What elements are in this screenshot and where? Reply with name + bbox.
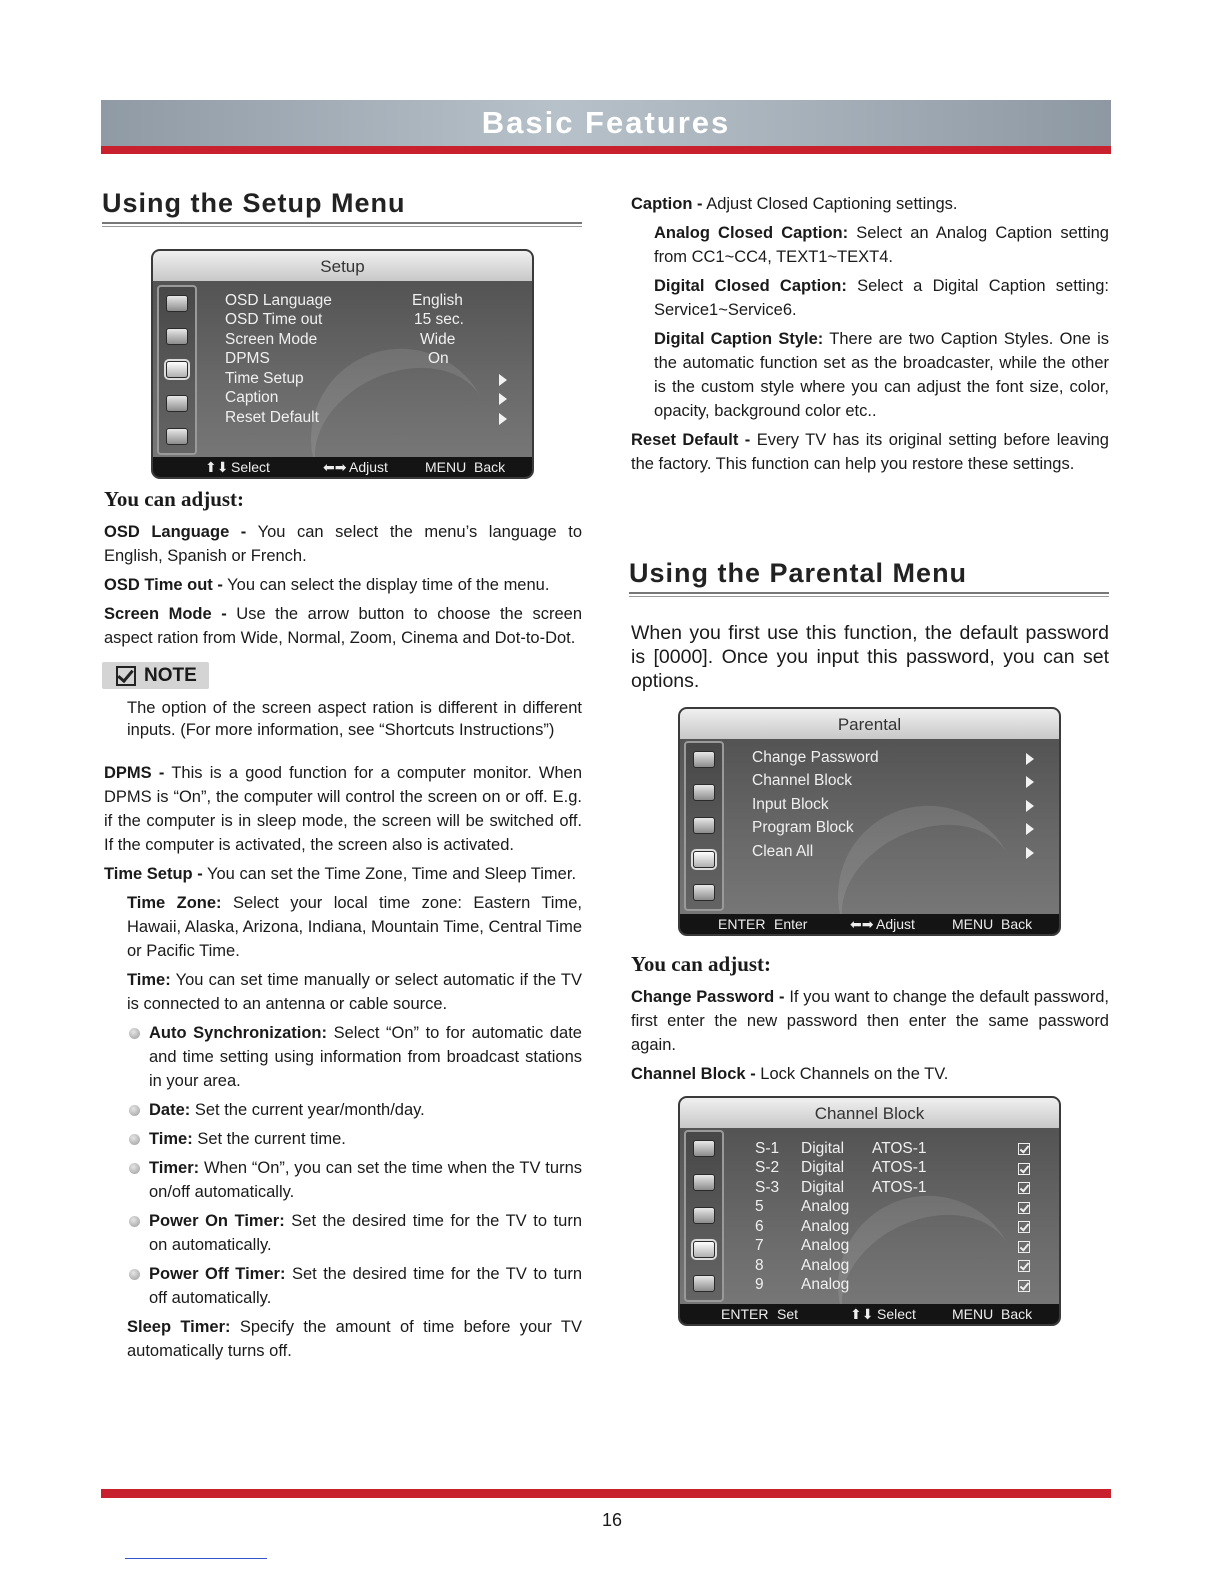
lock-icon [693, 851, 715, 868]
footer-back-label: Back [474, 459, 506, 475]
tv-picture-icon [693, 751, 715, 768]
menu-item-reset-default: Reset Default [225, 409, 319, 426]
menu-item-clean-all: Clean All [752, 843, 814, 860]
time-paragraph: Time: You can set time manually or select automatic if the TV is connected to an antenna or cable source. [127, 971, 582, 1013]
bullet-dot-icon [129, 1028, 140, 1039]
footer-adjust-label: Adjust [876, 916, 915, 932]
footer-accent-bar [101, 1489, 1111, 1498]
footer-select-label: Select [231, 459, 270, 475]
audio-icon [693, 1174, 715, 1191]
lock-icon [166, 395, 188, 412]
up-down-arrows-icon: ⬆⬇ [850, 1306, 874, 1322]
channel-icon [166, 428, 188, 445]
menu-item-osd-timeout: OSD Time out [225, 311, 323, 328]
reset-default-paragraph: Reset Default - Every TV has its original setting before leaving the factory. This function can help you restore these settings. [631, 431, 1109, 473]
footer-menu-key: MENU [952, 1306, 994, 1322]
channel-lock-checkbox [1018, 1220, 1030, 1238]
analog-caption-paragraph: Analog Closed Caption: Select an Analog Caption setting from CC1~CC4, TEXT1~TEXT4. [654, 224, 1109, 266]
lock-icon [693, 1241, 715, 1258]
up-down-arrows-icon: ⬆⬇ [205, 459, 229, 475]
header-accent-bar [101, 146, 1111, 154]
tv-picture-icon [166, 295, 188, 312]
bullet-dot-icon [129, 1216, 140, 1227]
channel-number: 6 [755, 1218, 764, 1235]
checkmark-note-icon [116, 666, 136, 686]
parental-menu-screen [678, 707, 1061, 936]
channel-number: 8 [755, 1257, 764, 1274]
channel-lock-checkbox [1018, 1279, 1030, 1297]
menu-category-sidebar [684, 1130, 724, 1302]
menu-item-caption: Caption [225, 389, 279, 406]
dpms-paragraph: DPMS - This is a good function for a computer monitor. When DPMS is “On”, the computer will control the screen on or off. E.g. if the computer is in sleep mode, the screen will be switched off. If the computer is activated, the screen also is activated. [104, 764, 583, 854]
menu-item-channel-block: Channel Block [752, 772, 852, 789]
channel-type: Digital [801, 1140, 845, 1157]
channel-type: Analog [801, 1276, 850, 1293]
parental-menu-title: Parental [680, 709, 1059, 739]
left-right-arrows-icon: ⬅➡ [323, 459, 347, 475]
footer-enter-key: ENTER [718, 916, 766, 932]
channel-name: ATOS-1 [872, 1140, 927, 1157]
setup-adjust-heading: You can adjust: [104, 487, 245, 511]
footer-back-label: Back [1001, 916, 1033, 932]
channel-lock-checkbox [1018, 1259, 1030, 1277]
footer-rule [125, 1558, 267, 1559]
left-right-arrows-icon: ⬅➡ [850, 916, 874, 932]
channel-number: S-2 [755, 1159, 780, 1176]
time-zone-paragraph: Time Zone: Select your local time zone: Eastern Time, Hawaii, Alaska, Arizona, Indiana, Mountain Time, Central Time or Pacific Time. [127, 894, 582, 960]
footer-adjust-label: Adjust [349, 459, 388, 475]
setup-section-title: Using the Setup Menu [102, 188, 406, 218]
channel-number: S-1 [755, 1140, 780, 1157]
channel-name: ATOS-1 [872, 1159, 927, 1176]
header-banner [101, 100, 1111, 146]
footer-enter-label: Enter [774, 916, 808, 932]
menu-value-osd-language: English [412, 292, 463, 309]
chevron-right-icon [1026, 822, 1034, 840]
channel-type: Analog [801, 1218, 850, 1235]
menu-item-input-block: Input Block [752, 796, 829, 813]
bullet-timer: Timer: When “On”, you can set the time when the TV turns on/off automatically. [104, 1156, 582, 1204]
footer-back-label: Back [1001, 1306, 1033, 1322]
footer-set-label: Set [777, 1306, 799, 1322]
chevron-right-icon [499, 392, 507, 410]
bullet-dot-icon [129, 1163, 140, 1174]
bullet-date: Date: Set the current year/month/day. [104, 1098, 582, 1122]
bullet-power-on-timer: Power On Timer: Set the desired time for the TV to turn on automatically. [104, 1209, 582, 1257]
channel-block-menu-title: Channel Block [680, 1098, 1059, 1128]
chevron-right-icon [1026, 799, 1034, 817]
menu-item-program-block: Program Block [752, 819, 854, 836]
setup-icon [166, 361, 188, 378]
menu-category-sidebar [157, 285, 197, 455]
caption-style-paragraph: Digital Caption Style: There are two Caption Styles. One is the automatic function set as the broadcaster, while the other is the custom style where you can adjust the font size, color, opacity, background color etc.. [654, 330, 1109, 420]
channel-type: Digital [801, 1159, 845, 1176]
bullet-time: Time: Set the current time. [104, 1127, 582, 1151]
chevron-right-icon [1026, 752, 1034, 770]
channel-block-paragraph: Channel Block - Lock Channels on the TV. [631, 1065, 949, 1083]
channel-name: ATOS-1 [872, 1179, 927, 1196]
section-divider [102, 222, 582, 227]
channel-lock-checkbox [1018, 1240, 1030, 1258]
parental-intro: When you first use this function, the default password is [0000]. Once you input this password, you can set options. [631, 622, 1109, 692]
left-column [104, 188, 582, 1363]
audio-icon [693, 784, 715, 801]
menu-item-dpms: DPMS [225, 350, 270, 367]
menu-item-screen-mode: Screen Mode [225, 331, 318, 348]
menu-item-osd-language: OSD Language [225, 292, 332, 309]
parental-section-title: Using the Parental Menu [629, 558, 968, 588]
bullet-dot-icon [129, 1134, 140, 1145]
setup-icon [693, 817, 715, 834]
note-text: The option of the screen aspect ration is different in different inputs. (For more information, see “Shortcuts Instructions”) [127, 699, 582, 739]
channel-lock-checkbox [1018, 1201, 1030, 1219]
channel-block-menu-footer [680, 1304, 1059, 1324]
channel-lock-checkbox [1018, 1162, 1030, 1180]
setup-menu-screen [151, 249, 534, 479]
note-label: NOTE [144, 664, 197, 686]
footer-enter-key: ENTER [721, 1306, 769, 1322]
bullet-power-off-timer: Power Off Timer: Set the desired time for the TV to turn off automatically. [104, 1262, 582, 1310]
channel-type: Analog [801, 1257, 850, 1274]
menu-value-dpms: On [428, 350, 449, 367]
screen-mode-paragraph: Screen Mode - Use the arrow button to choose the screen aspect ration from Wide, Normal, Zoom, Cinema and Dot-to-Dot. [104, 605, 582, 647]
bullet-auto-sync: Auto Synchronization: Select “On” to for automatic date and time setting using information from broadcast stations in your area. [104, 1021, 582, 1093]
channel-number: 7 [755, 1237, 764, 1254]
right-column [631, 192, 1109, 1326]
parental-menu-footer [680, 914, 1059, 934]
setup-icon [693, 1207, 715, 1224]
osd-language-paragraph: OSD Language - You can select the menu’s language to English, Spanish or French. [104, 523, 582, 565]
menu-value-osd-timeout: 15 sec. [414, 311, 464, 328]
osd-timeout-paragraph: OSD Time out - You can select the display time of the menu. [104, 576, 550, 594]
change-password-paragraph: Change Password - If you want to change the default password, first enter the new password then enter the same password again. [631, 988, 1109, 1054]
caption-paragraph: Caption - Adjust Closed Captioning settings. [631, 195, 958, 213]
page-number: 16 [601, 1510, 623, 1530]
time-setup-paragraph: Time Setup - You can set the Time Zone, Time and Sleep Timer. [104, 865, 577, 883]
channel-number: 9 [755, 1276, 764, 1293]
setup-menu-footer [153, 457, 532, 477]
note-badge [102, 662, 209, 689]
chevron-right-icon [499, 412, 507, 430]
chevron-right-icon [1026, 846, 1034, 864]
audio-icon [166, 328, 188, 345]
bullet-dot-icon [129, 1105, 140, 1116]
channel-block-menu-screen [678, 1096, 1061, 1326]
channel-type: Analog [801, 1237, 850, 1254]
channel-number: 5 [755, 1198, 764, 1215]
section-divider [629, 592, 1109, 597]
footer-menu-key: MENU [952, 916, 994, 932]
chevron-right-icon [1026, 775, 1034, 793]
menu-value-screen-mode: Wide [420, 331, 456, 348]
menu-item-change-password: Change Password [752, 749, 879, 766]
channel-lock-checkbox [1018, 1142, 1030, 1160]
setup-menu-title: Setup [153, 251, 532, 281]
channel-number: S-3 [755, 1179, 780, 1196]
channel-icon [693, 1275, 715, 1292]
page-title: Basic Features [481, 105, 731, 140]
footer-select-label: Select [877, 1306, 916, 1322]
channel-lock-checkbox [1018, 1181, 1030, 1199]
parental-adjust-heading: You can adjust: [631, 952, 772, 976]
digital-caption-paragraph: Digital Closed Caption: Select a Digital Caption setting: Service1~Service6. [654, 277, 1110, 319]
tv-picture-icon [693, 1140, 715, 1157]
channel-type: Analog [801, 1198, 850, 1215]
bullet-dot-icon [129, 1269, 140, 1280]
sleep-timer-paragraph: Sleep Timer: Specify the amount of time before your TV automatically turns off. [127, 1318, 582, 1360]
menu-item-time-setup: Time Setup [225, 370, 304, 387]
footer-menu-key: MENU [425, 459, 467, 475]
menu-background-swirl [808, 776, 1009, 934]
chevron-right-icon [499, 373, 507, 391]
menu-category-sidebar [684, 741, 724, 911]
channel-type: Digital [801, 1179, 845, 1196]
channel-icon [693, 884, 715, 901]
